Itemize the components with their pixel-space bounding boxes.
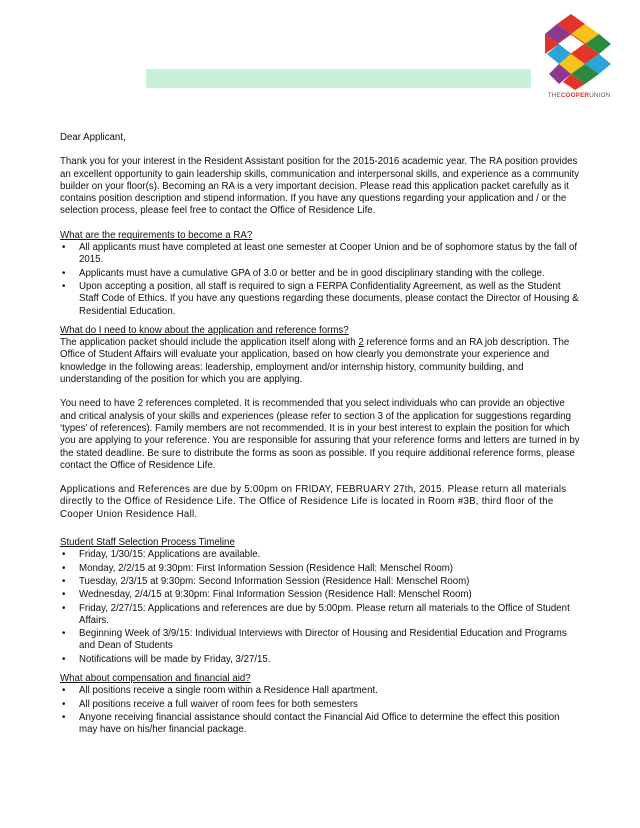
header-highlight-bar [146, 69, 531, 88]
logo-mark-icon [545, 14, 613, 92]
list-item: • All positions receive a full waiver of room fees for both semesters [60, 699, 580, 711]
list-item: • Applicants must have a cumulative GPA of 3.0 or better and be in good disciplinary standing with the college. [60, 268, 580, 280]
cooper-union-logo [545, 14, 613, 100]
compensation-heading: What about compensation and financial aid? [60, 672, 251, 684]
list-item: • All applicants must have completed at least one semester at Cooper Union and be of sophomore status by the fall of 2015. [60, 242, 580, 267]
requirements-heading: What are the requirements to become a RA? [60, 229, 253, 241]
forms-heading: What do I need to know about the application and reference forms? [60, 324, 349, 336]
list-item: • Anyone receiving financial assistance should contact the Financial Aid Office to determine the effect this position may have on his/her financial package. [60, 712, 580, 737]
timeline-heading: Student Staff Selection Process Timeline [60, 537, 235, 549]
list-item: • Beginning Week of 3/9/15: Individual Interviews with Director of Housing and Residential Education and Programs and Dean of Students [60, 628, 580, 653]
list-item: • Friday, 2/27/15: Applications and references are due by 5:00pm. Please return all materials to the Office of Student Affairs. [60, 603, 580, 628]
list-item: • Friday, 1/30/15: Applications are available. [60, 549, 580, 561]
timeline-list [60, 549, 580, 666]
forms-paragraph-2: You need to have 2 references completed. It is recommended that you select individuals who can provide an objective and critical analysis of your skills and experiences (please refer to section 3 of the application for suggestions regarding ‘types’ of references). Family members are not recommended. It is in your best interest to explain the position for which you are applying to your reference. You are responsible for assuring that your reference forms and letters are turned in by the stated deadline. Be sure to distribute the forms as soon as possible. If you require additional reference forms, please contact the Office of Residence Life. [60, 398, 580, 471]
compensation-list [60, 685, 580, 736]
logo-text-the: THE [547, 92, 561, 99]
deadline-paragraph: Applications and References are due by 5:00pm on FRIDAY, FEBRUARY 27th, 2015. Please return all materials directly to the Office of Residence Life. The Office of Residence Life is located in Room #3B, third floor of the Cooper Union Residence Hall. [60, 484, 567, 520]
list-item: • All positions receive a single room within a Residence Hall apartment. [60, 685, 580, 697]
list-item: • Tuesday, 2/3/15 at 9:30pm: Second Information Session (Residence Hall: Menschel Room) [60, 576, 580, 588]
logo-text-cooper: COOPER [560, 92, 590, 99]
list-item: • Notifications will be made by Friday, 3/27/15. [60, 654, 580, 666]
logo-text-union: UNION [589, 92, 611, 99]
intro-paragraph: Thank you for your interest in the Resident Assistant position for the 2015-2016 academic year. The RA position provides an excellent opportunity to gain leadership skills, communication and interpersonal skills, and experience as a community builder on your floor(s). Becoming an RA is a very important decision. Please read this application packet carefully as it contains position description and stipend information. If you have any questions regarding your application and / or the selection process, please feel free to contact the Office of Residence Life. [60, 156, 580, 217]
forms-paragraph-1-end: reference forms and an RA job description. The Office of Student Affairs will evaluate your application, based on how clearly you demonstrate your experience and knowledge in the following areas: leadership, employment and/or internship history, community building, and understanding of the position for which you are applying. [60, 337, 570, 386]
forms-paragraph-1 [60, 337, 580, 386]
list-item: • Upon accepting a position, all staff is required to sign a FERPA Confidentiality Agreement, as well as the Student Staff Code of Ethics. If you have any questions regarding these documents, please contact the Director of Housing & Residential Education. [60, 281, 580, 318]
letter-body [60, 132, 580, 743]
greeting: Dear Applicant, [60, 132, 126, 143]
forms-paragraph-1-start: The application packet should include the application itself along with [60, 337, 359, 349]
requirements-list [60, 242, 580, 318]
list-item: • Wednesday, 2/4/15 at 9:30pm: Final Information Session (Residence Hall: Menschel Room) [60, 589, 580, 601]
reference-count: 2 [358, 337, 364, 349]
list-item: • Monday, 2/2/15 at 9:30pm: First Information Session (Residence Hall: Menschel Room) [60, 563, 580, 575]
logo-wordmark [545, 92, 613, 99]
